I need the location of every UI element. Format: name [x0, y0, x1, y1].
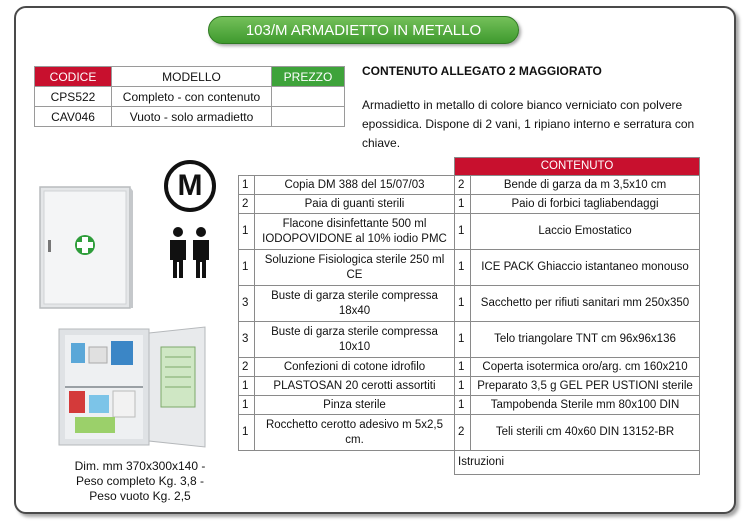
quantity-cell: 1 — [455, 396, 471, 415]
model-cell: Vuoto - solo armadietto — [112, 107, 272, 127]
open-cabinet-image — [55, 325, 208, 449]
size-m-badge: M — [164, 160, 216, 212]
item-cell: Paio di forbici tagliabendaggi — [471, 195, 700, 214]
table-row — [239, 176, 700, 195]
quantity-cell: 1 — [455, 358, 471, 377]
item-cell: Pinza sterile — [255, 396, 455, 415]
item-cell: Soluzione Fisiologica sterile 250 ml CE — [255, 250, 455, 286]
item-cell: Preparato 3,5 g GEL PER USTIONI sterile — [471, 377, 700, 396]
quantity-cell: 2 — [239, 195, 255, 214]
quantity-cell: 1 — [455, 286, 471, 322]
item-cell: Paia di guanti sterili — [255, 195, 455, 214]
item-cell: Confezioni di cotone idrofilo — [255, 358, 455, 377]
item-cell: Buste di garza sterile compressa 18x40 — [255, 286, 455, 322]
dimensions-line: Dim. mm 370x300x140 - — [74, 459, 206, 473]
quantity-cell: 1 — [455, 322, 471, 358]
quantity-cell: 2 — [455, 176, 471, 195]
item-cell: Flacone disinfettante 500 ml IODOPOVIDONE al 10% iodio PMC — [255, 214, 455, 250]
quantity-cell: 1 — [455, 214, 471, 250]
table-row — [239, 415, 700, 451]
table-row — [239, 214, 700, 250]
quantity-cell: 1 — [239, 214, 255, 250]
item-cell: Sacchetto per rifiuti sanitari mm 250x350 — [471, 286, 700, 322]
quantity-cell: 1 — [455, 195, 471, 214]
price-table — [34, 66, 345, 127]
table-row — [239, 250, 700, 286]
table-row — [239, 286, 700, 322]
code-cell: CAV046 — [35, 107, 112, 127]
table-row — [239, 396, 700, 415]
quantity-cell: 1 — [239, 415, 255, 451]
last-item-cell: Istruzioni — [455, 451, 700, 475]
two-people-icon — [168, 226, 212, 280]
table-row — [239, 358, 700, 377]
quantity-cell: 3 — [239, 322, 255, 358]
item-cell: Tampobenda Sterile mm 80x100 DIN — [471, 396, 700, 415]
quantity-cell: 3 — [239, 286, 255, 322]
item-cell: Rocchetto cerotto adesivo m 5x2,5 cm. — [255, 415, 455, 451]
header-price: PREZZO — [272, 67, 345, 87]
price-cell — [272, 87, 345, 107]
quantity-cell: 1 — [239, 176, 255, 195]
item-cell: Teli sterili cm 40x60 DIN 13152-BR — [471, 415, 700, 451]
item-cell: Telo triangolare TNT cm 96x96x136 — [471, 322, 700, 358]
quantity-cell: 1 — [239, 377, 255, 396]
table-row — [239, 195, 700, 214]
closed-cabinet-image — [38, 185, 133, 310]
quantity-cell: 1 — [239, 396, 255, 415]
table-row — [35, 87, 345, 107]
description-text: Armadietto in metallo di colore bianco verniciato con polvere epossidica. Dispone di 2 vani, 1 ripiano interno e serratura con chiave. — [362, 98, 695, 150]
item-cell: Bende di garza da m 3,5x10 cm — [471, 176, 700, 195]
item-cell: Copia DM 388 del 15/07/03 — [255, 176, 455, 195]
contents-table — [238, 157, 700, 475]
price-cell — [272, 107, 345, 127]
header-code: CODICE — [35, 67, 112, 87]
item-cell: PLASTOSAN 20 cerotti assortiti — [255, 377, 455, 396]
table-row — [239, 322, 700, 358]
description-title: CONTENUTO ALLEGATO 2 MAGGIORATO — [362, 64, 602, 78]
item-cell: ICE PACK Ghiaccio istantaneo monouso — [471, 250, 700, 286]
contents-header: CONTENUTO — [455, 158, 700, 176]
dimensions-caption — [40, 459, 240, 504]
table-row — [35, 107, 345, 127]
header-model: MODELLO — [112, 67, 272, 87]
quantity-cell: 2 — [455, 415, 471, 451]
quantity-cell: 2 — [239, 358, 255, 377]
weight-complete-line: Peso completo Kg. 3,8 - — [75, 474, 205, 488]
weight-empty-line: Peso vuoto Kg. 2,5 — [89, 489, 191, 503]
quantity-cell: 1 — [455, 250, 471, 286]
quantity-cell: 1 — [455, 377, 471, 396]
model-cell: Completo - con contenuto — [112, 87, 272, 107]
quantity-cell: 1 — [239, 250, 255, 286]
item-cell: Buste di garza sterile compressa 10x10 — [255, 322, 455, 358]
page-title: 103/M ARMADIETTO IN METALLO — [208, 16, 519, 44]
code-cell: CPS522 — [35, 87, 112, 107]
table-row — [239, 377, 700, 396]
item-cell: Laccio Emostatico — [471, 214, 700, 250]
item-cell: Coperta isotermica oro/arg. cm 160x210 — [471, 358, 700, 377]
